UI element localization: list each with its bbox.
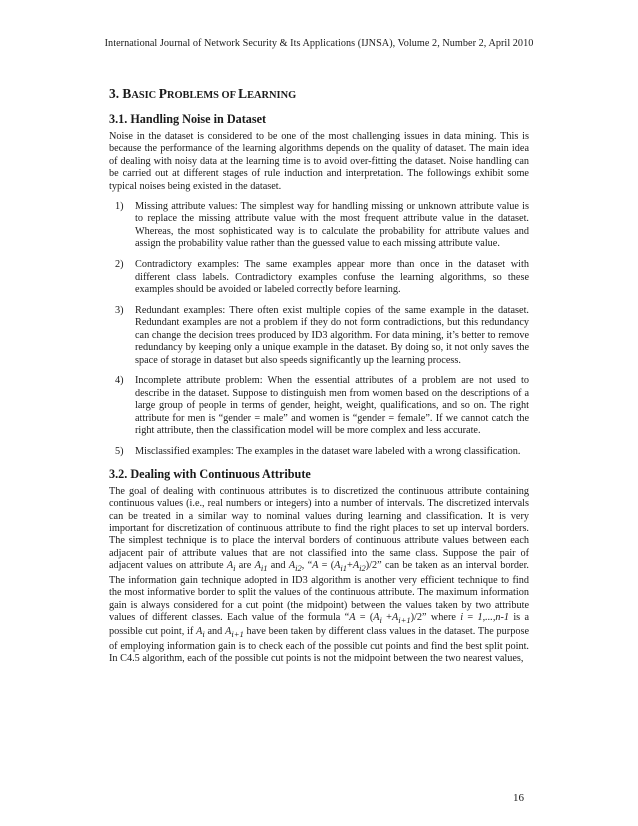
running-header: International Journal of Network Security & Its Applications (IJNSA), Volume 2, Number 2, April 2010: [104, 38, 534, 49]
page-number: 16: [513, 792, 524, 804]
list-item: 5) Misclassified examples: The examples in the dataset ware labeled with a wrong classification.: [115, 445, 521, 457]
list-item: 2) Contradictory examples: The same examples appear more than once in the dataset with different class labels. Contradictory examples confuse the learning algorithms, so these examples should be avoided or labeled correctly before learning.: [115, 259, 529, 295]
noise-type-list: [109, 201, 529, 458]
list-item: 4) Incomplete attribute problem: When the essential attributes of a problem are not used to describe in the dataset. Suppose to distinguish men from women based on the descriptions of a large group of people in terms of gender, height, weight, qualifications, and so on. The right attribute for men is “gender = male” and women is “gender = female”. If we cannot catch the right attribute, then the classification model will be more complex and less accurate.: [115, 375, 529, 437]
section-3-2-heading: 3.2. Dealing with Continuous Attribute: [109, 466, 311, 481]
page-body: [109, 86, 529, 666]
list-item: 3) Redundant examples: There often exist multiple copies of the same example in the dataset. Redundant examples are not a problem if they do not form contradictions, but this redundancy can change the decision trees produced by ID3 algorithm. For data mining, it’s better to remove redundancy by keeping only a unique example in the dataset. By doing so, it not only saves the space of storage in dataset but also speeds significantly up the learning process.: [115, 304, 529, 366]
section-3-1-heading: 3.1. Handling Noise in Dataset: [109, 112, 267, 126]
section-3-1-intro: Noise in the dataset is considered to be one of the most challenging issues in data mining. This is because the performance of the learning algorithms depends on the quality of dataset. The main idea of dealing with noisy data at the learning time is to avoid over-fitting the dataset. Noise handling can be carried out at different stages of rule induction and interpretation. The followings exhibit some typical noises being existed in the dataset.: [109, 131, 529, 192]
section-3-2-paragraph: The goal of dealing with continuous attributes is to discretized the continuous attribute containing continuous values (i.e., real numbers or integers) into a number of intervals. The discretized intervals can be treated in a similar way to nominal values during learning and classification. It is very important for discretization of continuous attribute to find the right places to set up interval borders. The simplest technique is to place the interval borders of continuous attribute values between each adjacent pair of attribute values that are not classified into the same class. Suppose the pair of adjacent values on attribute $A_i$ are $A_{i1}$ and $A_{i2}$, “$A = (A_{i1}+A_{i2})/2$” can be taken as an interval border. The information gain technique adopted in ID3 algorithm is another very efficient technique to find the most informative border to split the values of the continuous attribute. The maximum information gain is always considered for a cut point (the midpoint) between the values taken by two attribute values of different classes. Each value of the formula “$A = (A_i +A_{i+1})/2$” where i = 1,...,n-1 is a possible cut point, if $A_i$ and $A_{i+1}$ have been taken by different class values in the dataset. The purpose of employing information gain is to check each of the possible cut points and find the best split point. In C4.5 algorithm, each of the possible cut points is not the midpoint between the two nearest values,: [109, 485, 530, 665]
list-item: 1) Missing attribute values: The simplest way for handling missing or unknown attribute value is to replace the missing attribute value with the most frequent attribute value in the dataset. Whereas, the most sophisticated way is to calculate the probability for attribute values and assign the probability value rather than the guessed value to each missing attribute value.: [115, 201, 529, 250]
section-3-heading: 3. BASIC PROBLEMS OF LEARNING: [109, 86, 297, 101]
